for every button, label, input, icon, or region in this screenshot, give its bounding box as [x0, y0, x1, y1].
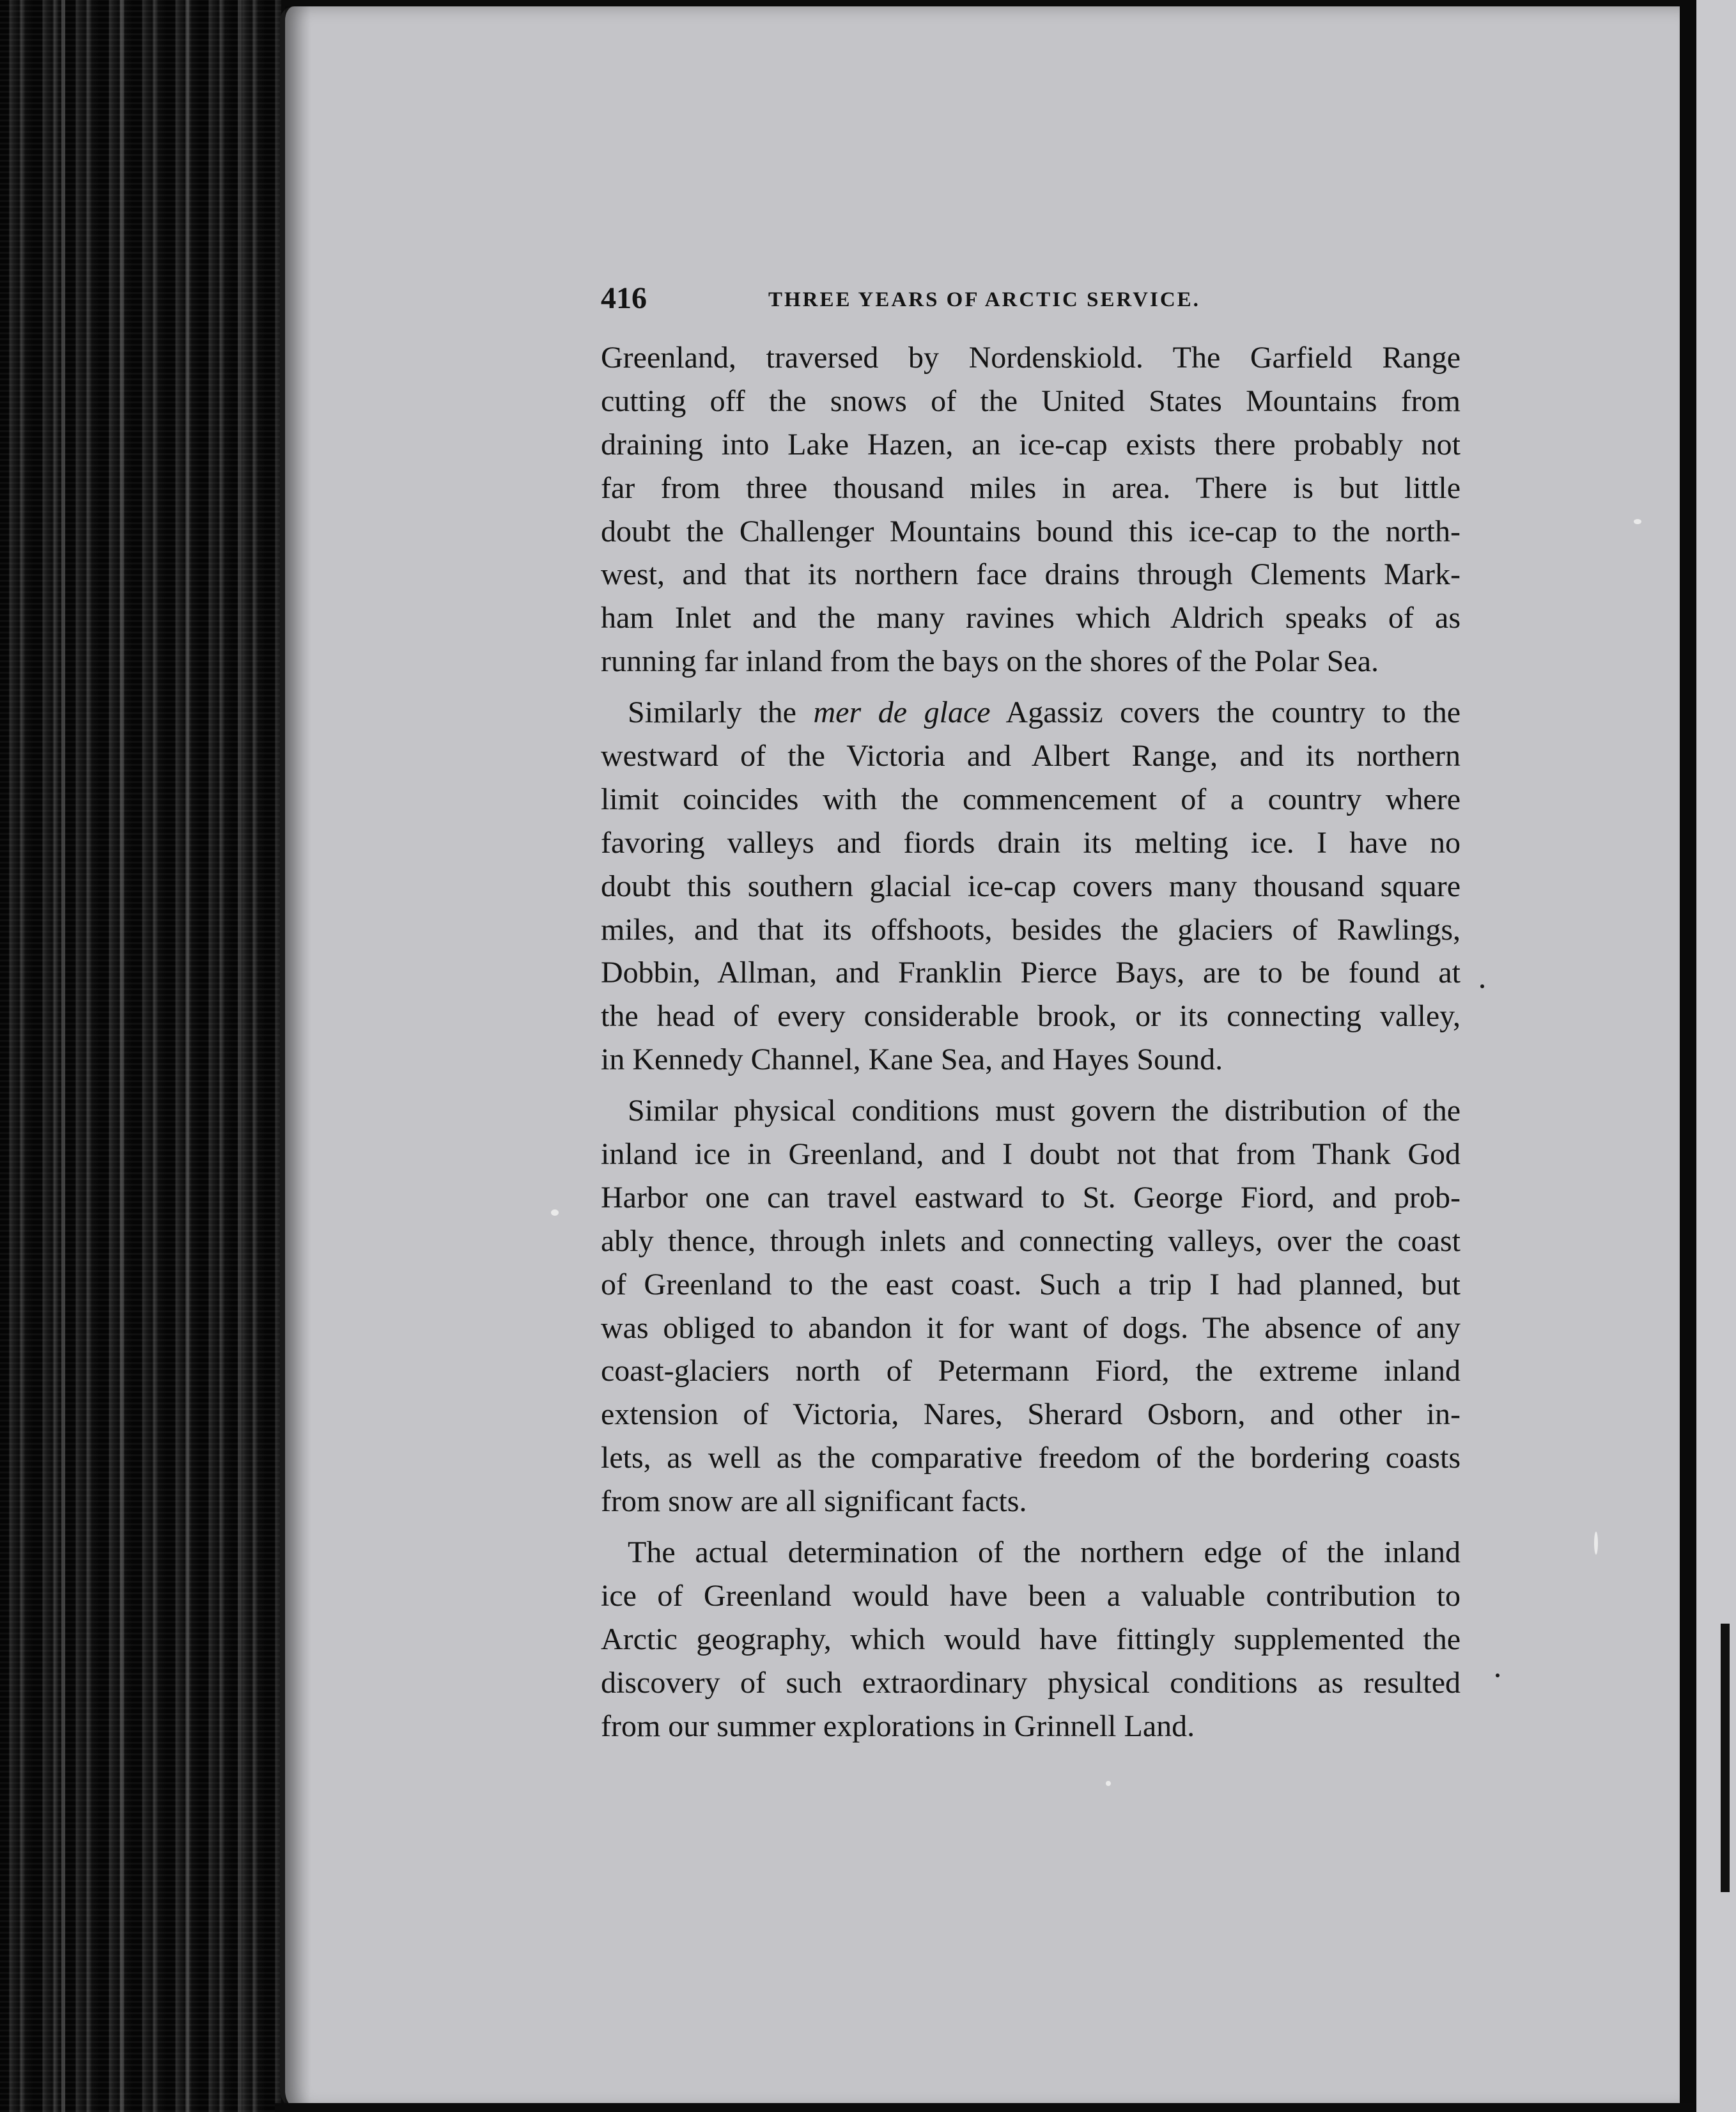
edge-highlight: [61, 0, 65, 2112]
bottom-shadow: [275, 2103, 1694, 2112]
gutter-right: [1680, 0, 1696, 2112]
text-line: from our summer explorations in Grinnell Land.: [601, 1709, 1195, 1743]
italic-phrase: mer de glace: [813, 695, 991, 730]
text-line: favoring valleys and fiords drain its melting ice. I have no: [601, 825, 1461, 860]
text-run: Similarly the: [628, 695, 814, 730]
text-line: discovery of such extraordinary physical conditions as resulted: [601, 1665, 1461, 1700]
text-line: of Greenland to the east coast. Such a trip I had planned, but: [601, 1267, 1461, 1301]
text-line: Harbor one can travel eastward to St. George Fiord, and prob-: [601, 1180, 1461, 1215]
text-line: was obliged to abandon it for want of dogs. The absence of any: [601, 1310, 1461, 1345]
text-line: cutting off the snows of the United States Mountains from: [601, 384, 1461, 418]
paragraph-4: [601, 1531, 1461, 1748]
running-title: THREE YEARS OF ARCTIC SERVICE.: [768, 288, 1200, 311]
paragraph-3: [601, 1089, 1461, 1523]
paragraph-2: [601, 691, 1461, 1082]
text-line: ham Inlet and the many ravines which Aldrich speaks of as: [601, 601, 1461, 635]
text-line: inland ice in Greenland, and I doubt not that from Thank God: [601, 1137, 1461, 1172]
scan-speck: [1634, 519, 1641, 524]
edge-highlight: [238, 0, 242, 2112]
scan-speck: [1106, 1781, 1111, 1786]
scan-speck: [1496, 1673, 1500, 1677]
adjacent-page-edge: [1696, 0, 1736, 2112]
text-line: miles, and that its offshoots, besides the glaciers of Rawlings,: [601, 912, 1461, 947]
text-line: limit coincides with the commencement of a country where: [601, 782, 1461, 816]
body-text: [601, 336, 1461, 1748]
text-line: Greenland, traversed by Nordenskiold. The Garfield Range: [601, 341, 1461, 375]
scan-speck: [551, 1209, 559, 1216]
paragraph-1: [601, 336, 1461, 683]
text-line: lets, as well as the comparative freedom of the bordering coasts: [601, 1441, 1461, 1475]
page-number: 416: [601, 281, 647, 315]
text-run: Agassiz covers the country to the: [990, 695, 1461, 730]
text-line: [601, 691, 1461, 734]
text-line: ice of Greenland would have been a valuable contribution to: [601, 1578, 1461, 1613]
edge-highlight: [120, 0, 124, 2112]
text-line: westward of the Victoria and Albert Range, and its northern: [601, 739, 1461, 773]
text-line: ably thence, through inlets and connecting valleys, over the coast: [601, 1223, 1461, 1258]
text-line: doubt the Challenger Mountains bound this ice-cap to the north-: [601, 514, 1461, 548]
text-line: draining into Lake Hazen, an ice-cap exists there probably not: [601, 427, 1461, 462]
text-line: Dobbin, Allman, and Franklin Pierce Bays, are to be found at: [601, 956, 1461, 990]
text-line: Arctic geography, which would have fittingly supplemented the: [601, 1622, 1461, 1656]
scan-speck: [1480, 984, 1484, 988]
edge-highlight: [185, 0, 189, 2112]
text-line: The actual determination of the northern edge of the inland: [628, 1535, 1461, 1570]
text-line: the head of every considerable brook, or its connecting valley,: [601, 999, 1461, 1034]
text-line: extension of Victoria, Nares, Sherard Osborn, and other in-: [601, 1397, 1461, 1432]
text-line: coast-glaciers north of Petermann Fiord, the extreme inland: [601, 1354, 1461, 1388]
text-line: running far inland from the bays on the shores of the Polar Sea.: [601, 644, 1379, 679]
text-line: from snow are all significant facts.: [601, 1484, 1027, 1519]
scan-speck: [1594, 1532, 1598, 1555]
text-line: far from three thousand miles in area. There is but little: [601, 470, 1461, 505]
text-line: Similar physical conditions must govern the distribution of the: [628, 1094, 1461, 1128]
text-line: west, and that its northern face drains through Clements Mark-: [601, 557, 1461, 592]
text-line: in Kennedy Channel, Kane Sea, and Hayes Sound.: [601, 1043, 1223, 1077]
running-head: [601, 276, 1336, 321]
text-line: doubt this southern glacial ice-cap covers many thousand square: [601, 869, 1461, 903]
